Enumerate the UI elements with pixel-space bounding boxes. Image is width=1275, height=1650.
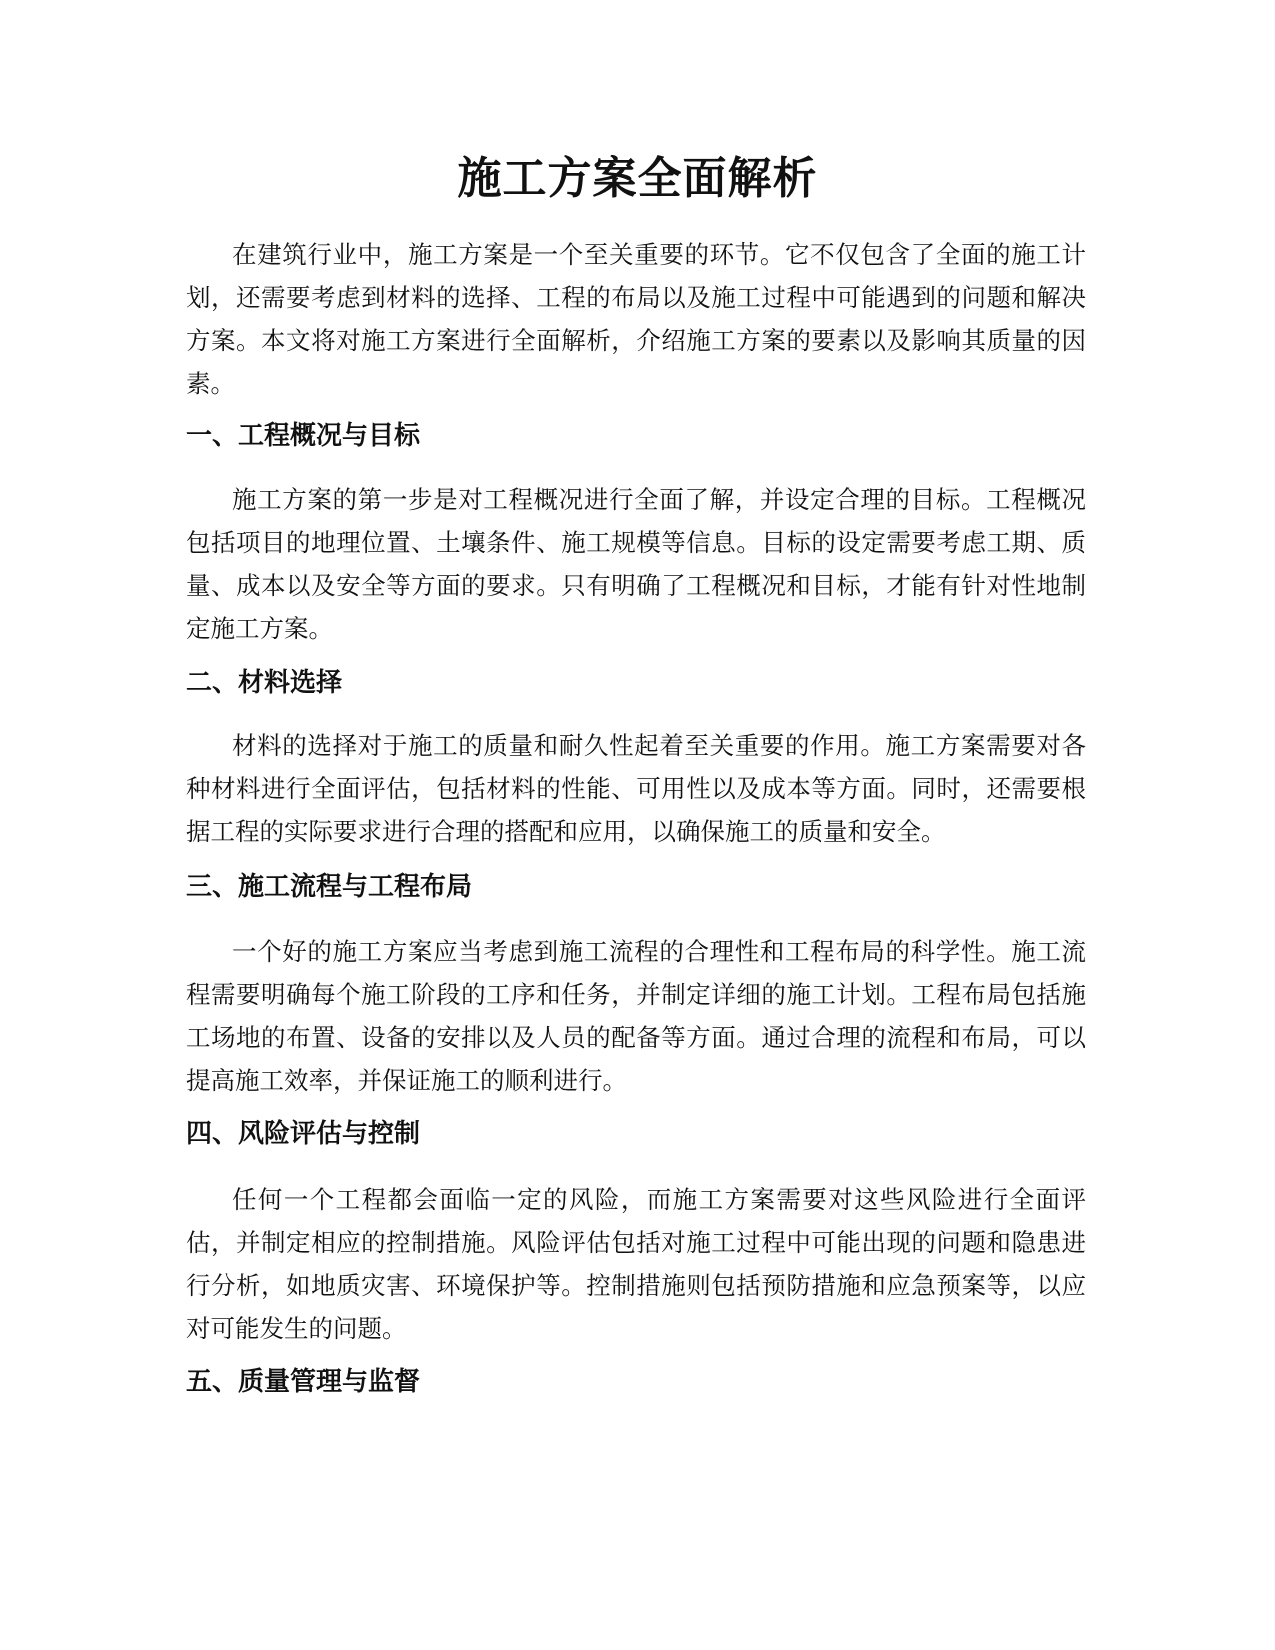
section-3-paragraph: 一个好的施工方案应当考虑到施工流程的合理性和工程布局的科学性。施工流程需要明确每个施工阶段的工序和任务，并制定详细的施工计划。工程布局包括施工场地的布置、设备的安排以及人员的配备等方面。通过合理的流程和布局，可以提高施工效率，并保证施工的顺利进行。: [186, 937, 1086, 1095]
section-1-paragraph: 施工方案的第一步是对工程概况进行全面了解，并设定合理的目标。工程概况包括项目的地理位置、土壤条件、施工规模等信息。目标的设定需要考虑工期、质量、成本以及安全等方面的要求。只有明确了工程概况和目标，才能有针对性地制定施工方案。: [186, 485, 1086, 643]
intro-paragraph: 在建筑行业中，施工方案是一个至关重要的环节。它不仅包含了全面的施工计划，还需要考虑到材料的选择、工程的布局以及施工过程中可能遇到的问题和解决方案。本文将对施工方案进行全面解析，介绍施工方案的要素以及影响其质量的因素。: [186, 240, 1086, 398]
document-title: 施工方案全面解析: [457, 153, 818, 204]
section-2-heading: 二、材料选择: [186, 668, 343, 698]
section-4-heading: 四、风险评估与控制: [186, 1119, 421, 1149]
section-1-heading: 一、工程概况与目标: [186, 421, 421, 451]
section-4-paragraph: 任何一个工程都会面临一定的风险，而施工方案需要对这些风险进行全面评估，并制定相应的控制措施。风险评估包括对施工过程中可能出现的问题和隐患进行分析，如地质灾害、环境保护等。控制措施则包括预防措施和应急预案等，以应对可能发生的问题。: [186, 1185, 1086, 1343]
section-5-heading: 五、质量管理与监督: [186, 1367, 421, 1397]
section-3-heading: 三、施工流程与工程布局: [186, 872, 473, 902]
section-2-paragraph: 材料的选择对于施工的质量和耐久性起着至关重要的作用。施工方案需要对各种材料进行全面评估，包括材料的性能、可用性以及成本等方面。同时，还需要根据工程的实际要求进行合理的搭配和应用，以确保施工的质量和安全。: [186, 731, 1086, 846]
